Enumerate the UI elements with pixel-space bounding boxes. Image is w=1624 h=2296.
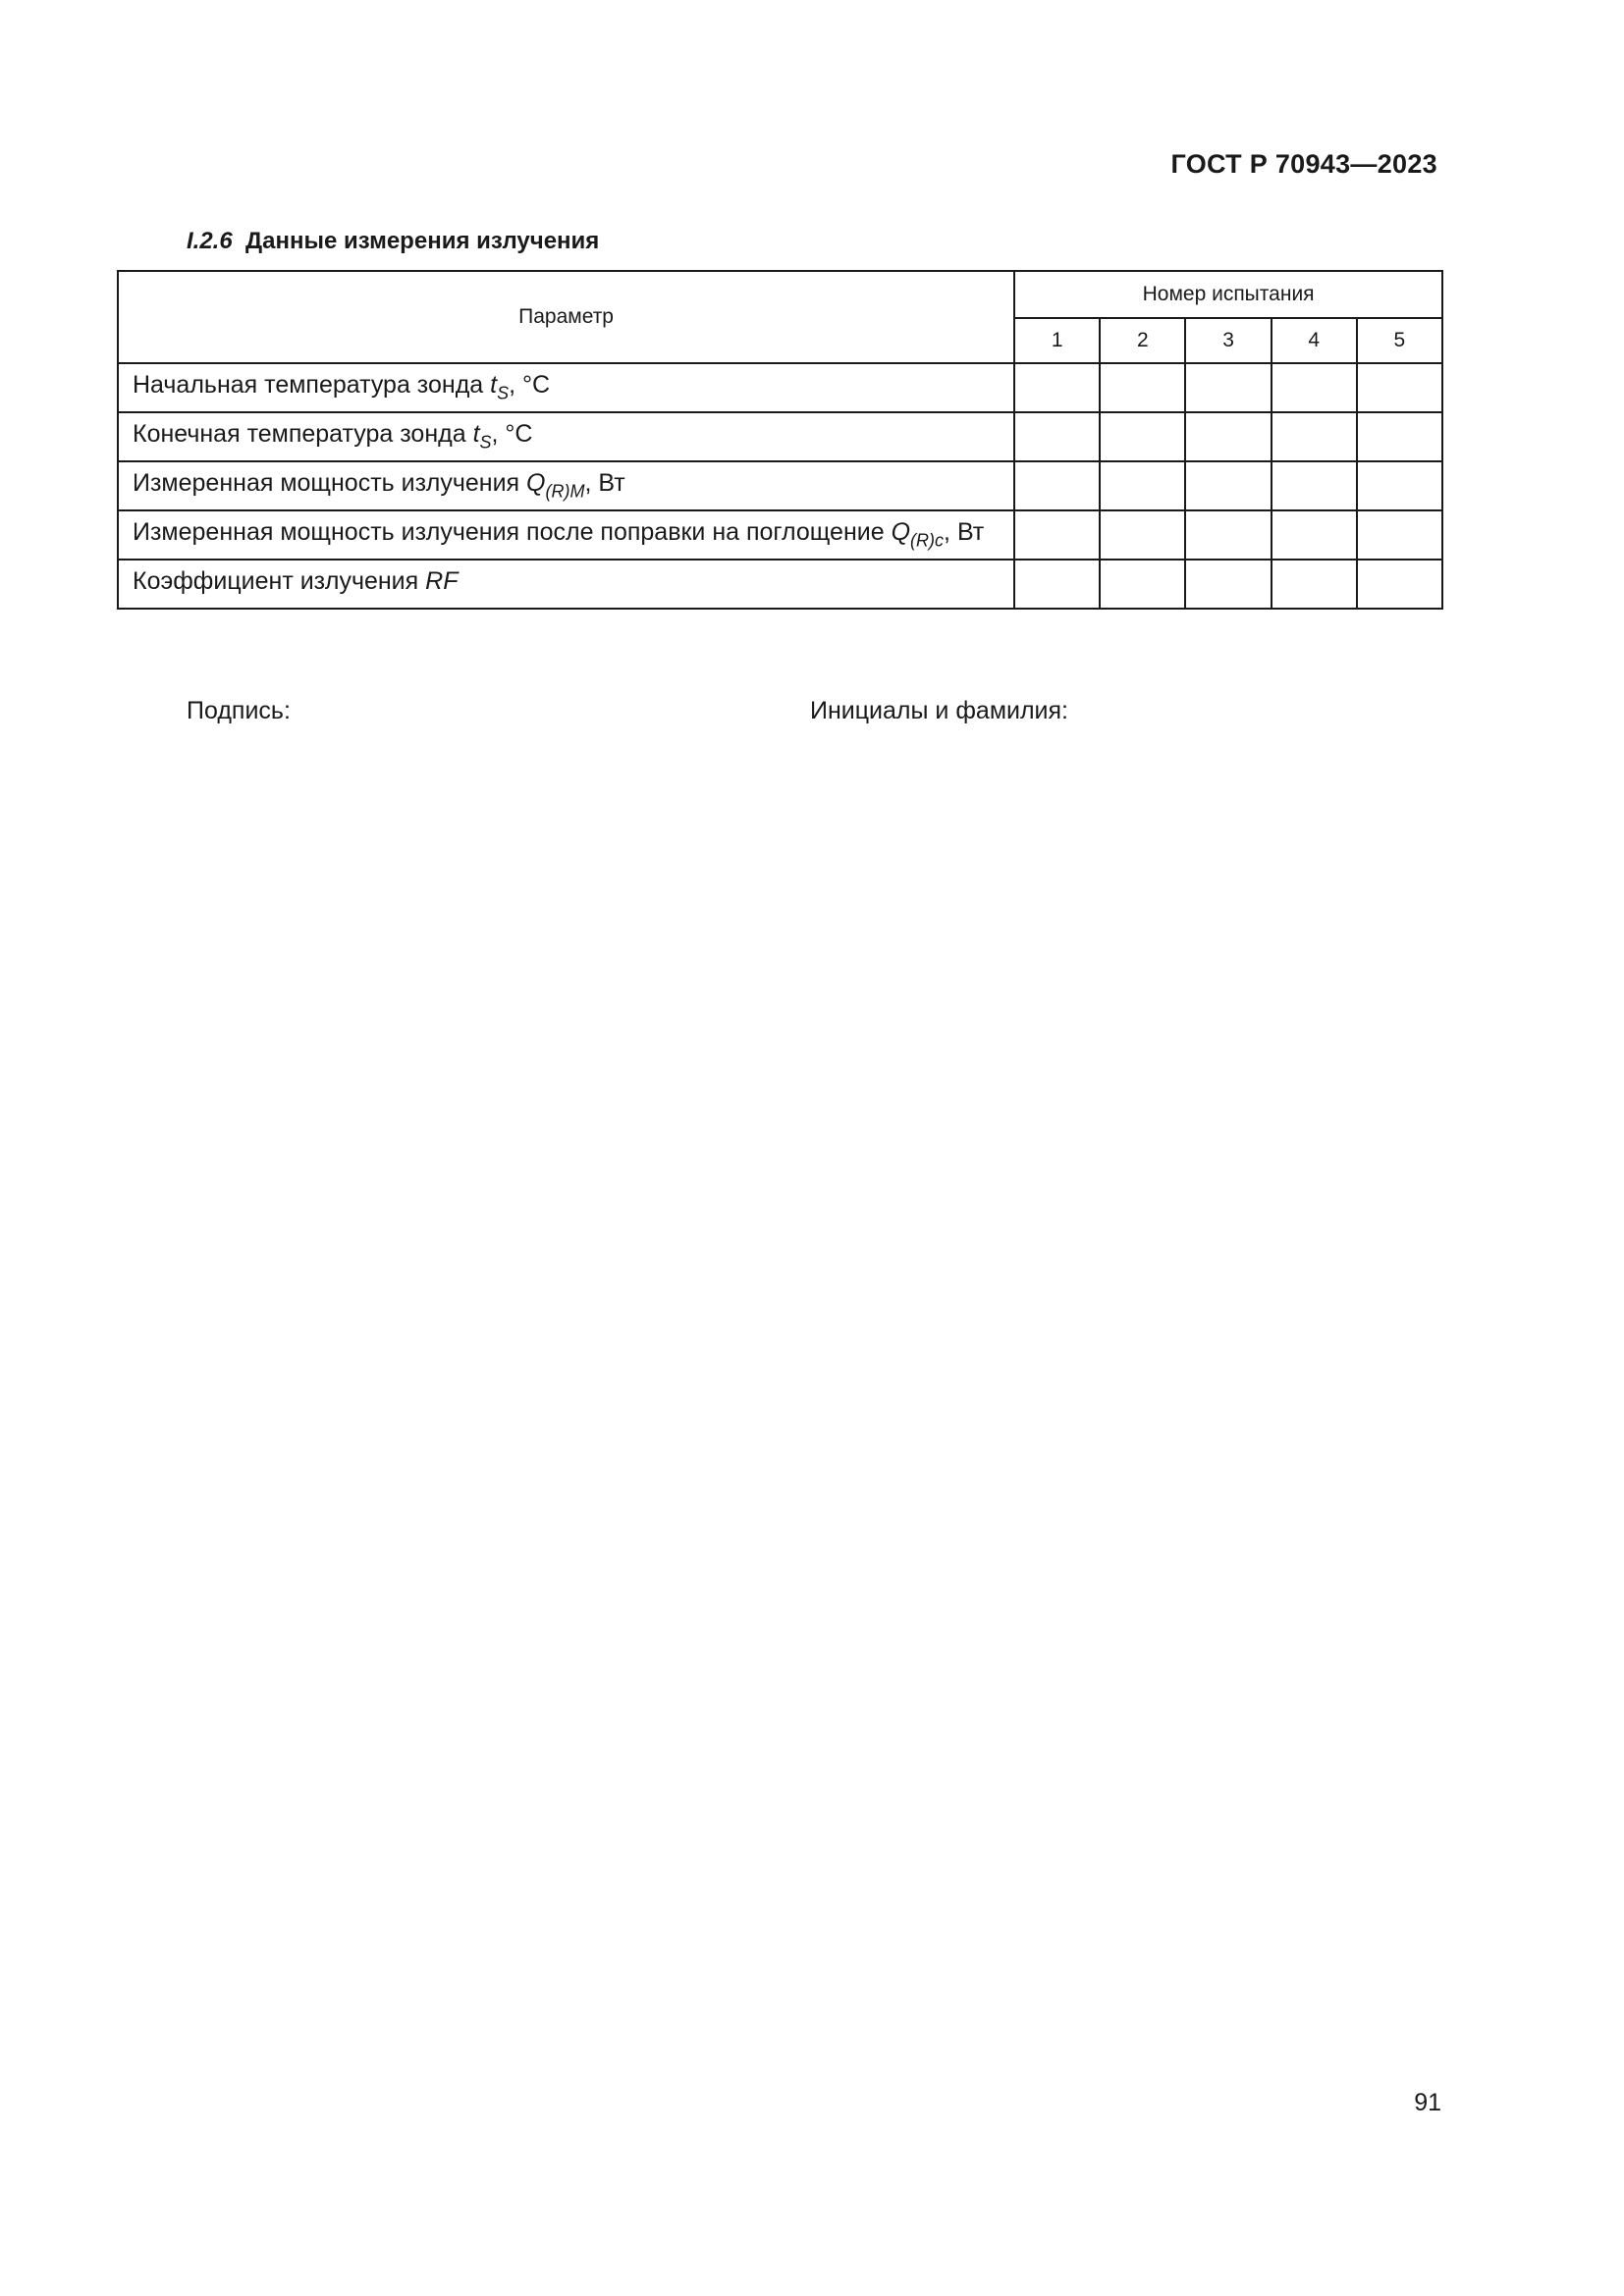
value-cell[interactable] — [1185, 560, 1271, 609]
table-row — [118, 461, 1442, 510]
section-heading: Данные измерения излучения — [245, 228, 600, 254]
value-cell[interactable] — [1100, 560, 1185, 609]
value-cell[interactable] — [1014, 510, 1100, 560]
value-cell[interactable] — [1014, 461, 1100, 510]
test-column-header: 1 — [1014, 318, 1100, 363]
value-cell[interactable] — [1357, 560, 1442, 609]
test-column-header: 2 — [1100, 318, 1185, 363]
signature-label: Подпись: — [187, 697, 291, 724]
value-cell[interactable] — [1100, 461, 1185, 510]
test-column-header: 5 — [1357, 318, 1442, 363]
measurement-table — [117, 270, 1443, 610]
section-number: I.2.6 — [187, 228, 233, 254]
param-cell: Коэффициент излучения RF — [118, 560, 1014, 609]
value-cell[interactable] — [1100, 412, 1185, 461]
param-cell: Измеренная мощность излучения после поправки на поглощение $Q_{(R)c}$, Вт — [118, 510, 1014, 560]
value-cell[interactable] — [1357, 510, 1442, 560]
value-cell[interactable] — [1272, 363, 1357, 412]
param-cell: Конечная температура зонда $t_S$, °C — [118, 412, 1014, 461]
value-cell[interactable] — [1272, 412, 1357, 461]
value-cell[interactable] — [1272, 461, 1357, 510]
value-cell[interactable] — [1014, 363, 1100, 412]
value-cell[interactable] — [1185, 461, 1271, 510]
value-cell[interactable] — [1014, 560, 1100, 609]
value-cell[interactable] — [1100, 510, 1185, 560]
value-cell[interactable] — [1100, 363, 1185, 412]
value-cell[interactable] — [1357, 461, 1442, 510]
table-row — [118, 510, 1442, 560]
value-cell[interactable] — [1014, 412, 1100, 461]
test-column-header: 3 — [1185, 318, 1271, 363]
value-cell[interactable] — [1185, 510, 1271, 560]
test-column-header: 4 — [1272, 318, 1357, 363]
table-row — [118, 363, 1442, 412]
section-title — [187, 228, 599, 255]
test-number-header: Номер испытания — [1014, 271, 1442, 318]
value-cell[interactable] — [1272, 560, 1357, 609]
page-number: 91 — [1414, 2089, 1441, 2116]
table-row — [118, 560, 1442, 609]
table-row — [118, 412, 1442, 461]
param-cell: Измеренная мощность излучения $Q_{(R)M}$, Вт — [118, 461, 1014, 510]
name-label: Инициалы и фамилия: — [810, 697, 1069, 724]
value-cell[interactable] — [1185, 363, 1271, 412]
param-header: Параметр — [118, 271, 1014, 363]
value-cell[interactable] — [1272, 510, 1357, 560]
param-cell: Начальная температура зонда $t_S$, °C — [118, 363, 1014, 412]
value-cell[interactable] — [1185, 412, 1271, 461]
document-id: ГОСТ Р 70943—2023 — [1170, 149, 1437, 179]
value-cell[interactable] — [1357, 412, 1442, 461]
value-cell[interactable] — [1357, 363, 1442, 412]
